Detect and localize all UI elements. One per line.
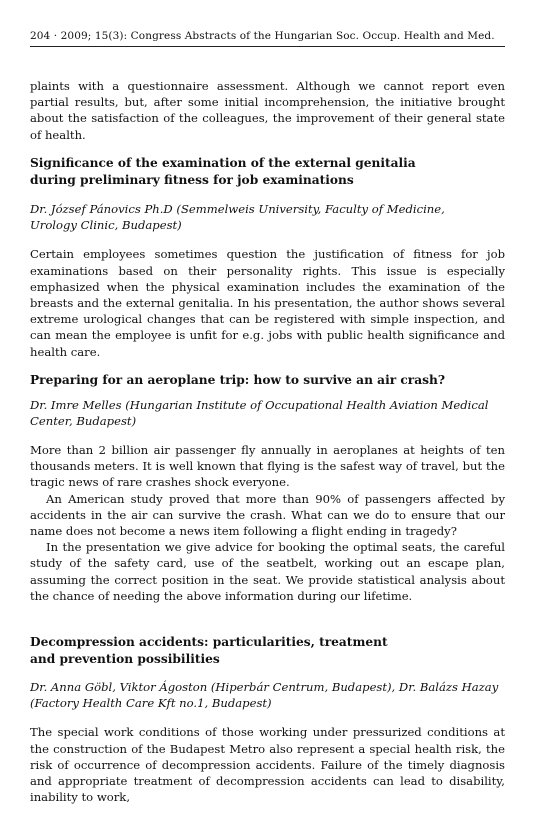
authors-line: Center, Budapest) [30, 413, 137, 428]
abstract-paragraph: The special work conditions of those working under pressurized conditions at the construction of the Budapest Metro also represent a special health risk, the risk of occurrence of decompression accidents. Failure of the timely diagnosis and appropriate treatment of decompression accidents can lead to disability, inability to work, [30, 725, 505, 805]
abstract-paragraph: In the presentation we give advice for booking the optimal seats, the careful study of the safety card, use of the seatbelt, working out an escape plan, assuming the correct position in the seat. We provide statistical analysis about the chance of needing the above information during our lifetime. [30, 540, 505, 603]
abstract-authors [30, 397, 505, 429]
abstract-authors [30, 679, 505, 711]
title-line: and prevention possibilities [30, 651, 220, 666]
title-line: Preparing for an aeroplane trip: how to survive an air crash? [30, 373, 445, 387]
abstract-air-crash [30, 372, 505, 604]
abstract-title [30, 155, 505, 188]
abstract-title [30, 634, 505, 667]
abstract-paragraph: Certain employees sometimes question the justification of fitness for job examinations based on their personality rights. This issue is especially emphasized when the physical examination includes the examination of the breasts and the external genitalia. In his presentation, the author shows several extreme urological changes that can be registered with simple inspection, and can mean the employee is unfit for e.g. jobs with public health significance and health care. [30, 247, 505, 359]
authors-line: (Factory Health Care Kft no.1, Budapest) [30, 696, 272, 711]
authors-line: Dr. Anna Göbl, Viktor Ágoston (Hiperbár Centrum, Budapest), Dr. Balázs Hazay [30, 680, 499, 694]
header-rule [30, 46, 505, 47]
abstract-paragraph: An American study proved that more than 90% of passengers affected by accidents in the air can survive the crash. What can we do to ensure that our name does not become a news item following a flight ending in tragedy? [30, 491, 505, 538]
title-line: Decompression accidents: particularities, treatment [30, 635, 388, 649]
intro-paragraph-block [30, 78, 505, 143]
abstract-authors [30, 201, 505, 233]
running-header: 204 · 2009; 15(3): Congress Abstracts of the Hungarian Soc. Occup. Health and Med. [30, 30, 495, 42]
abstract-body [30, 442, 505, 604]
abstract-paragraph: More than 2 billion air passenger fly annually in aeroplanes at heights of ten thousands meters. It is well known that flying is the safest way of travel, but the tragic news of rare crashes shock everyone. [30, 442, 505, 490]
title-line: during preliminary fitness for job examinations [30, 172, 354, 187]
abstract-title [30, 372, 505, 389]
abstract-decompression [30, 634, 505, 805]
abstract-body [30, 246, 505, 359]
abstract-genitalia [30, 155, 505, 360]
intro-paragraph: plaints with a questionnaire assessment. Although we cannot report even partial results, but, after some initial incomprehension, the initiative brought about the satisfaction of the colleagues, the improvement of their general state of health. [30, 79, 505, 142]
authors-line: Urology Clinic, Budapest) [30, 218, 182, 233]
abstract-body [30, 724, 505, 805]
title-line: Significance of the examination of the external genitalia [30, 156, 416, 170]
authors-line: Dr. Imre Melles (Hungarian Institute of Occupational Health Aviation Medical [30, 397, 489, 412]
authors-line: Dr. József Pánovics Ph.D (Semmelweis University, Faculty of Medicine, [30, 202, 445, 216]
